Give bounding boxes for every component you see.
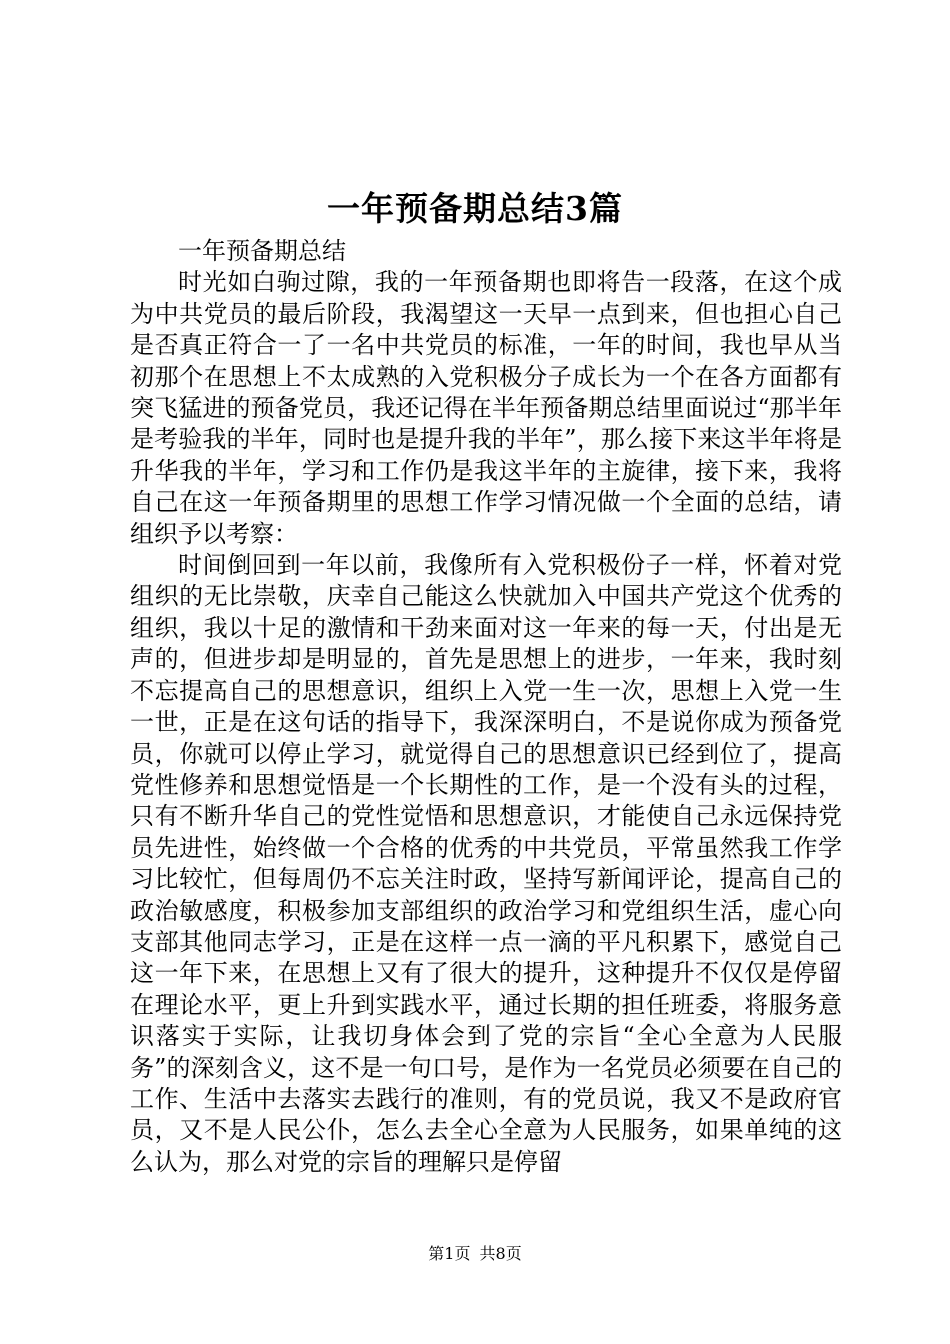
subtitle-line: 一年预备期总结: [178, 237, 346, 265]
paragraph-1: 时光如白驹过隙，我的一年预备期也即将告一段落，在这个成为中共党员的最后阶段，我渴望这一天早一点到来，但也担心自己是否真正符合一了一名中共党员的标准，一年的时间，我也早从当初那个在思想上不太成熟的入党积极分子成长为一个在各方面都有突飞猛进的预备党员，我还记得在半年预备期总结里面说过“那半年是考验我的半年，同时也是提升我的半年”，那么接下来这半年将是升华我的半年，学习和工作仍是我这半年的主旋律，接下来，我将自己在这一年预备期里的思想工作学习情况做一个全面的总结，请组织予以考察：: [130, 268, 842, 548]
page-number-current: 第1页: [428, 1244, 471, 1263]
document-title: 一年预备期总结3篇: [327, 189, 623, 228]
document-body: [130, 236, 842, 1178]
page-number-total: 共8页: [479, 1244, 522, 1263]
paragraph-2: 时间倒回到一年以前，我像所有入党积极份子一样，怀着对党组织的无比崇敬，庆幸自己能这么快就加入中国共产党这个优秀的组织，我以十足的激情和干劲来面对这一年来的每一天，付出是无声的，但进步却是明显的，首先是思想上的进步，一年来，我时刻不忘提高自己的思想意识，组织上入党一生一次，思想上入党一生一世，正是在这句话的指导下，我深深明白，不是说你成为预备党员，你就可以停止学习，就觉得自己的思想意识已经到位了，提高党性修养和思想觉悟是一个长期性的工作，是一个没有头的过程，只有不断升华自己的党性觉悟和思想意识，才能使自己永远保持党员先进性，始终做一个合格的优秀的中共党员，平常虽然我工作学习比较忙，但每周仍不忘关注时政，坚持写新闻评论，提高自己的政治敏感度，积极参加支部组织的政治学习和党组织生活，虚心向支部其他同志学习，正是在这样一点一滴的平凡积累下，感觉自己这一年下来，在思想上又有了很大的提升，这种提升不仅仅是停留在理论水平，更上升到实践水平，通过长期的担任班委，将服务意识落实于实际，让我切身体会到了党的宗旨“全心全意为人民服务”的深刻含义，这不是一句口号，是作为一名党员必须要在自己的工作、生活中去落实去践行的准则，有的党员说，我又不是政府官员，又不是人民公仆，怎么去全心全意为人民服务，如果单纯的这么认为，那么对党的宗旨的理解只是停留: [130, 551, 842, 1176]
page-footer: [0, 1243, 950, 1265]
